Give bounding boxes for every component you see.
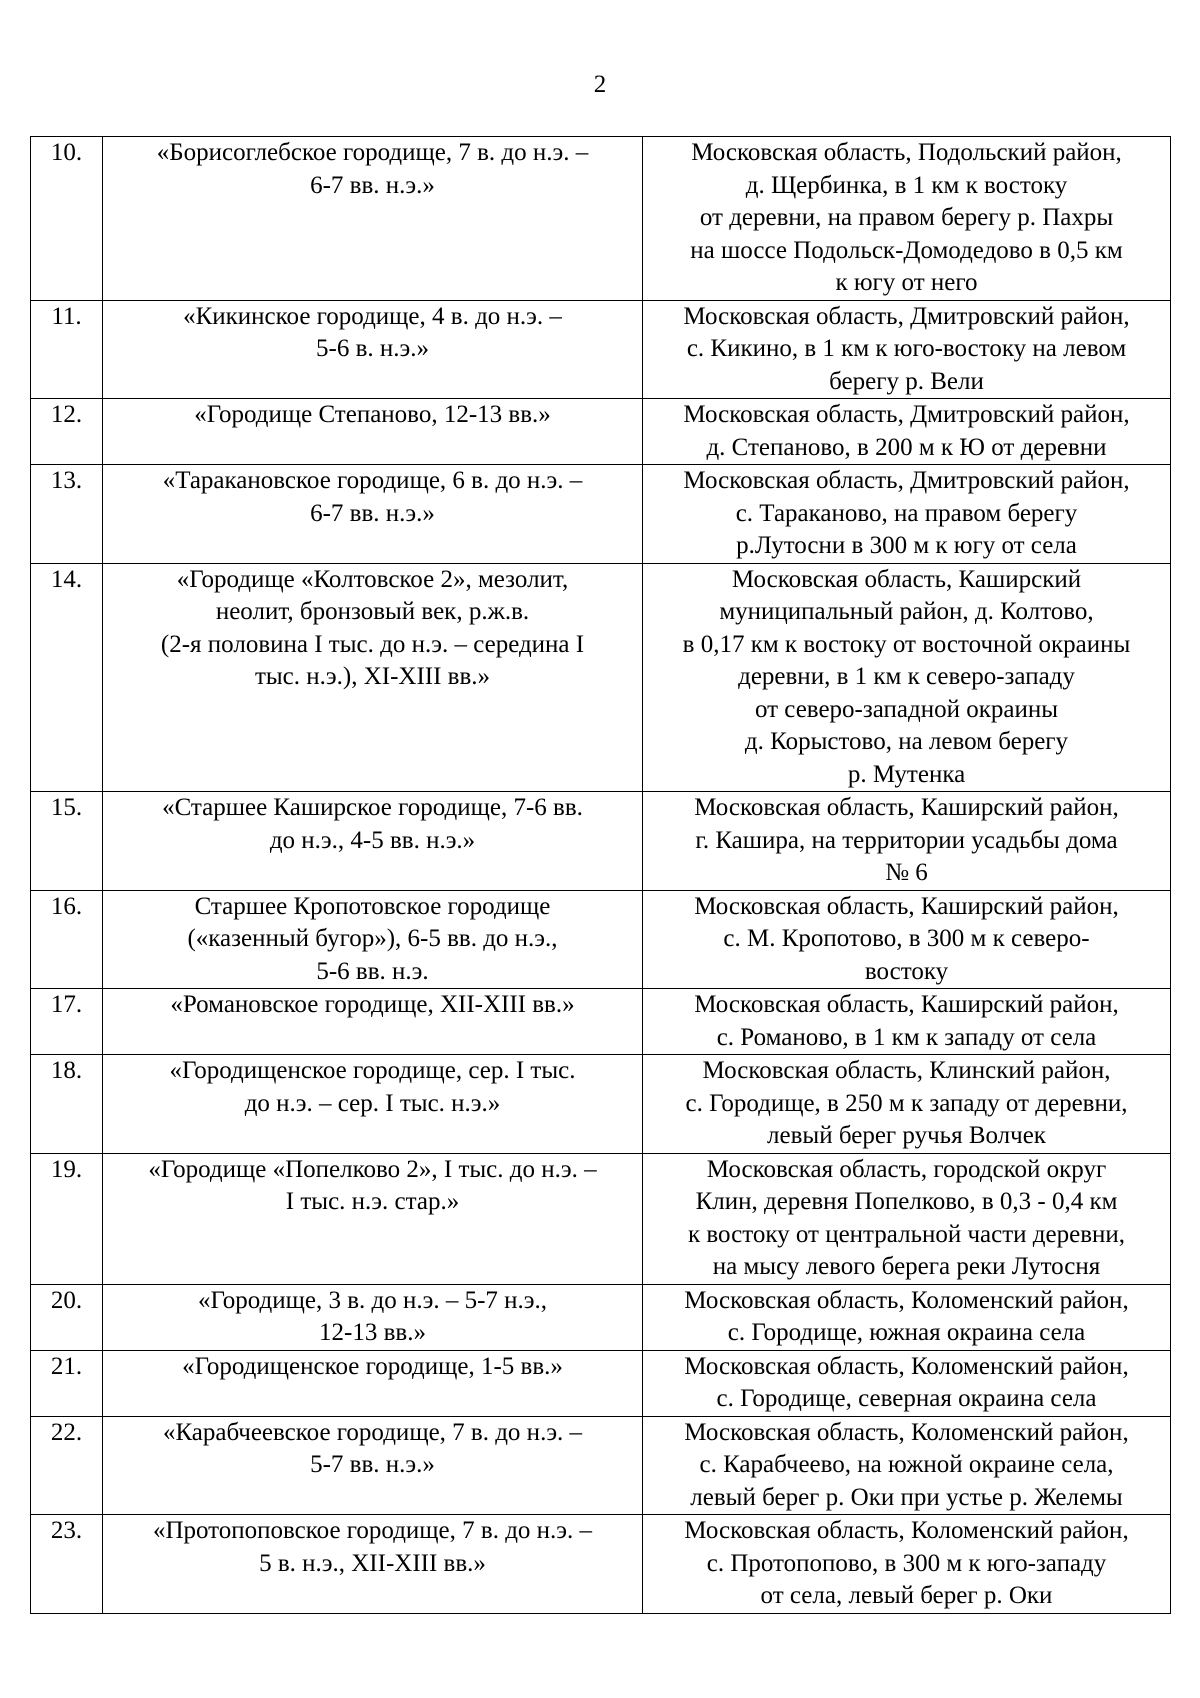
site-name: «Протопоповское городище, 7 в. до н.э. – 5 в. н.э., XII-XIII вв.»: [103, 1515, 643, 1614]
site-location: Московская область, Коломенский район, с. Карабчеево, на южной окраине села, левый берег р. Оки при устье р. Желемы: [643, 1416, 1171, 1515]
page-number: 2: [593, 71, 607, 98]
site-location: Московская область, Каширский район, г. Кашира, на территории усадьбы дома № 6: [643, 792, 1171, 891]
site-location: Московская область, Клинский район, с. Городище, в 250 м к западу от деревни, левый берег ручья Волчек: [643, 1055, 1171, 1154]
site-location: Московская область, Дмитровский район, с. Кикино, в 1 км к юго-востоку на левом берегу р. Вели: [643, 300, 1171, 399]
row-number: 17.: [31, 989, 103, 1055]
row-number: 13.: [31, 465, 103, 564]
row-number: 19.: [31, 1153, 103, 1284]
row-number: 18.: [31, 1055, 103, 1154]
row-number: 15.: [31, 792, 103, 891]
table-row: [31, 890, 1171, 989]
table-row: [31, 792, 1171, 891]
table-row: [31, 399, 1171, 465]
row-number: 12.: [31, 399, 103, 465]
table-row: [31, 1350, 1171, 1416]
site-name: «Городище Степаново, 12-13 вв.»: [103, 399, 643, 465]
site-name: «Таракановское городище, 6 в. до н.э. – 6-7 вв. н.э.»: [103, 465, 643, 564]
row-number: 11.: [31, 300, 103, 399]
site-name: «Романовское городище, XII-XIII вв.»: [103, 989, 643, 1055]
site-location: Московская область, Коломенский район, с. Городище, южная окраина села: [643, 1284, 1171, 1350]
table-row: [31, 137, 1171, 301]
row-number: 20.: [31, 1284, 103, 1350]
row-number: 16.: [31, 890, 103, 989]
table-row: [31, 563, 1171, 792]
site-location: Московская область, Дмитровский район, д. Степаново, в 200 м к Ю от деревни: [643, 399, 1171, 465]
site-location: Московская область, городской округ Клин, деревня Попелково, в 0,3 - 0,4 км к востоку от центральной части деревни, на мысу левого берега реки Лутосня: [643, 1153, 1171, 1284]
site-name: «Кикинское городище, 4 в. до н.э. – 5-6 в. н.э.»: [103, 300, 643, 399]
row-number: 21.: [31, 1350, 103, 1416]
table-row: [31, 1055, 1171, 1154]
site-location: Московская область, Коломенский район, с. Протопопово, в 300 м к юго-западу от села, левый берег р. Оки: [643, 1515, 1171, 1614]
site-location: Московская область, Каширский район, с. М. Кропотово, в 300 м к северо- востоку: [643, 890, 1171, 989]
site-name: «Карабчеевское городище, 7 в. до н.э. – 5-7 вв. н.э.»: [103, 1416, 643, 1515]
site-location: Московская область, Каширский муниципальный район, д. Колтово, в 0,17 км к востоку от восточной окраины деревни, в 1 км к северо-западу от северо-западной окраины д. Корыстово, на левом берегу р. Мутенка: [643, 563, 1171, 792]
site-name: «Городище, 3 в. до н.э. – 5-7 н.э., 12-13 вв.»: [103, 1284, 643, 1350]
table-row: [31, 1416, 1171, 1515]
site-name: «Городище «Колтовское 2», мезолит, неолит, бронзовый век, р.ж.в. (2-я половина I тыс. до н.э. – середина I тыс. н.э.), XI-XIII вв.»: [103, 563, 643, 792]
table-row: [31, 300, 1171, 399]
row-number: 22.: [31, 1416, 103, 1515]
row-number: 14.: [31, 563, 103, 792]
table-row: [31, 465, 1171, 564]
site-location: Московская область, Подольский район, д. Щербинка, в 1 км к востоку от деревни, на правом берегу р. Пахры на шоссе Подольск-Домодедово в 0,5 км к югу от него: [643, 137, 1171, 301]
table-row: [31, 1284, 1171, 1350]
site-name: «Борисоглебское городище, 7 в. до н.э. – 6-7 вв. н.э.»: [103, 137, 643, 301]
site-name: «Старшее Каширское городище, 7-6 вв. до н.э., 4-5 вв. н.э.»: [103, 792, 643, 891]
sites-table: [30, 136, 1171, 1614]
row-number: 10.: [31, 137, 103, 301]
site-name: «Городищенское городище, 1-5 вв.»: [103, 1350, 643, 1416]
row-number: 23.: [31, 1515, 103, 1614]
table-row: [31, 989, 1171, 1055]
table-row: [31, 1153, 1171, 1284]
site-name: «Городищенское городище, сер. I тыс. до н.э. – сер. I тыс. н.э.»: [103, 1055, 643, 1154]
site-location: Московская область, Коломенский район, с. Городище, северная окраина села: [643, 1350, 1171, 1416]
site-name: Старшее Кропотовское городище («казенный бугор»), 6-5 вв. до н.э., 5-6 вв. н.э.: [103, 890, 643, 989]
site-name: «Городище «Попелково 2», I тыс. до н.э. – I тыс. н.э. стар.»: [103, 1153, 643, 1284]
table-row: [31, 1515, 1171, 1614]
site-location: Московская область, Дмитровский район, с. Тараканово, на правом берегу р.Лутосни в 300 м к югу от села: [643, 465, 1171, 564]
site-location: Московская область, Каширский район, с. Романово, в 1 км к западу от села: [643, 989, 1171, 1055]
